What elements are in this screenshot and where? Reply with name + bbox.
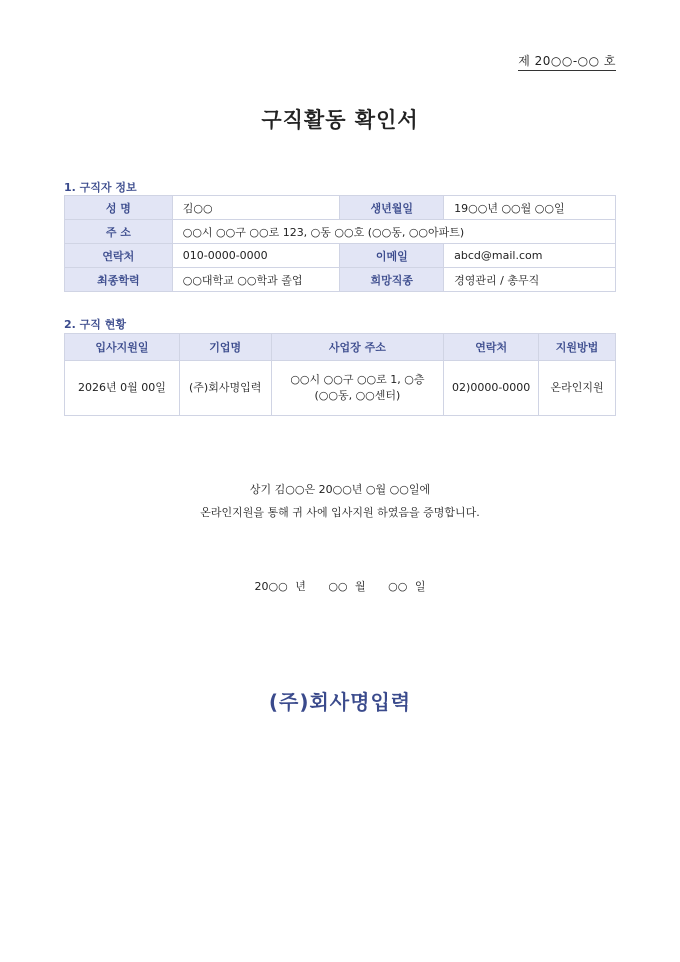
birthdate-label: 생년월일 (340, 196, 444, 220)
email-label: 이메일 (340, 244, 444, 268)
table-row (65, 244, 616, 268)
header-address: 사업장 주소 (271, 334, 444, 361)
table-row (65, 196, 616, 220)
table-header-row (65, 334, 616, 361)
statement-line-1: 상기 김○○은 20○○년 ○월 ○○일에 (249, 483, 431, 496)
header-method: 지원방법 (539, 334, 616, 361)
table-row (65, 220, 616, 244)
email-value: abcd@mail.com (444, 244, 616, 268)
jobseeker-info-table (64, 195, 616, 292)
company-cell: (주)회사명입력 (179, 361, 271, 416)
phone-cell: 02)0000-0000 (444, 361, 539, 416)
page-title: 구직활동 확인서 (261, 108, 419, 132)
jobsearch-status-table (64, 333, 616, 416)
name-value: 김○○ (172, 196, 340, 220)
table-row (65, 361, 616, 416)
statement-line-2: 온라인지원을 통해 귀 사에 입사지원 하였음을 증명합니다. (200, 506, 480, 519)
header-apply-date: 입사지원일 (65, 334, 180, 361)
section-jobseeker-heading: 1. 구직자 정보 (64, 181, 137, 194)
address-line-2: (○○동, ○○센터) (314, 389, 401, 402)
header-phone: 연락처 (444, 334, 539, 361)
address-value: ○○시 ○○구 ○○로 123, ○동 ○○호 (○○동, ○○아파트) (172, 220, 615, 244)
statement (0, 478, 680, 524)
document-number: 제 20○○-○○ 호 (518, 52, 616, 71)
phone-value: 010-0000-0000 (172, 244, 340, 268)
education-label: 최종학력 (65, 268, 173, 292)
apply-date-cell: 2026년 0월 00일 (65, 361, 180, 416)
address-line-1: ○○시 ○○구 ○○로 1, ○층 (290, 373, 425, 386)
address-label: 주 소 (65, 220, 173, 244)
header-company: 기업명 (179, 334, 271, 361)
education-value: ○○대학교 ○○학과 졸업 (172, 268, 340, 292)
address-cell (271, 361, 444, 416)
company-name: (주)회사명입력 (268, 690, 412, 714)
method-cell: 온라인지원 (539, 361, 616, 416)
desired-job-value: 경영관리 / 총무직 (444, 268, 616, 292)
phone-label: 연락처 (65, 244, 173, 268)
issue-date: 20○○ 년 ○○ 월 ○○ 일 (254, 580, 426, 593)
section-jobsearch-heading: 2. 구직 현황 (64, 318, 126, 331)
table-row (65, 268, 616, 292)
name-label: 성 명 (65, 196, 173, 220)
birthdate-value: 19○○년 ○○월 ○○일 (444, 196, 616, 220)
desired-job-label: 희망직종 (340, 268, 444, 292)
